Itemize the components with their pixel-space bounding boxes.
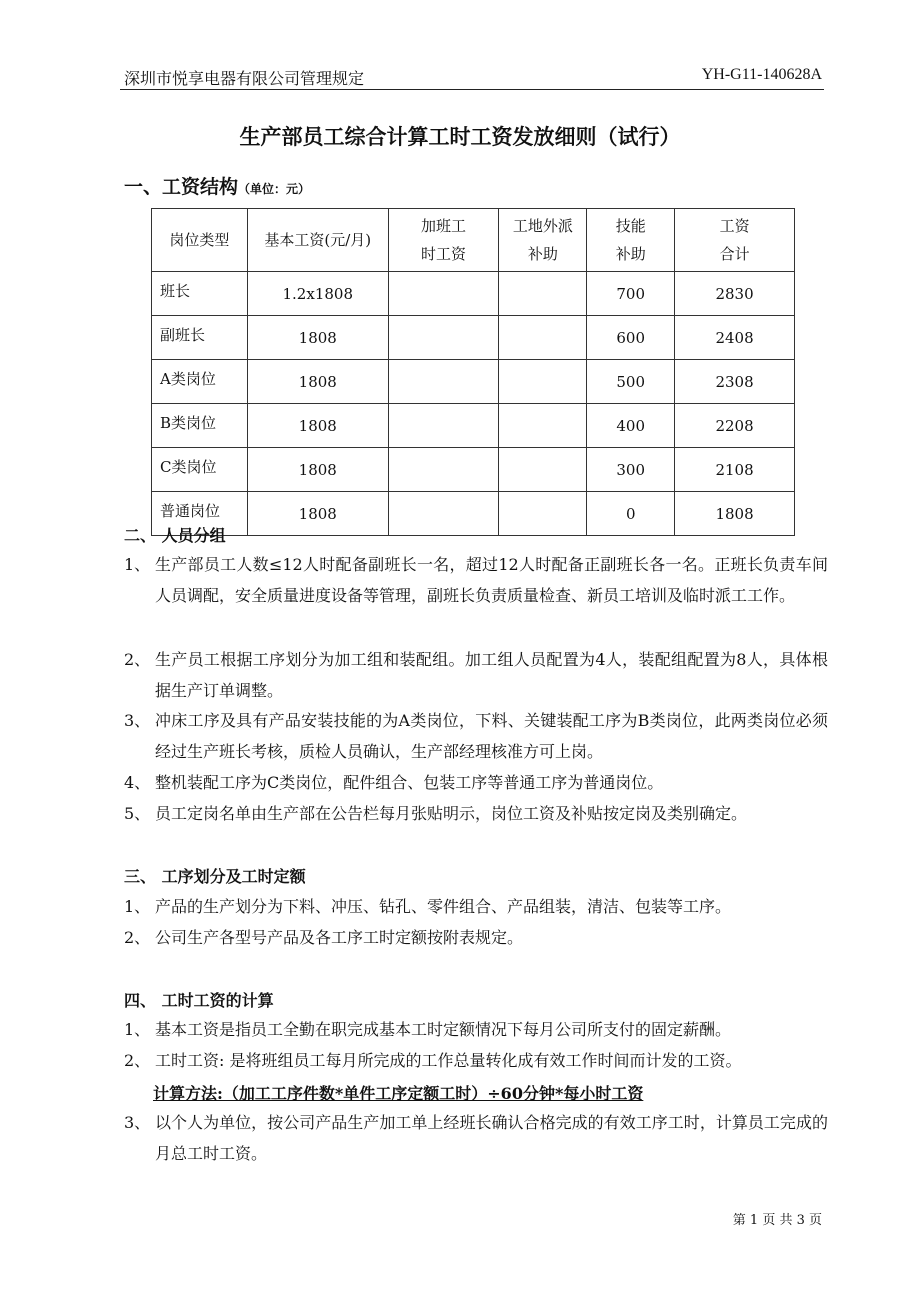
item-number: 4、 xyxy=(124,773,151,792)
header-total xyxy=(675,209,795,272)
section-1-title: 一、工资结构 xyxy=(124,176,239,198)
table-row xyxy=(152,448,795,492)
list-item xyxy=(124,644,828,706)
header-overtime-line1: 加班工 xyxy=(421,217,467,235)
cell-total: 2408 xyxy=(675,316,795,360)
item-text: 公司生产各型号产品及各工序工时定额按附表规定。 xyxy=(155,928,524,947)
cell-site xyxy=(499,448,587,492)
header-doc-code: YH-G11-140628A xyxy=(701,66,822,83)
section-4-heading: 四、 工时工资的计算 xyxy=(124,991,274,1010)
list-item xyxy=(124,549,828,611)
cell-site xyxy=(499,360,587,404)
cell-site xyxy=(499,272,587,316)
header-skill-allowance xyxy=(587,209,675,272)
cell-site xyxy=(499,404,587,448)
cell-post: 副班长 xyxy=(152,316,248,360)
item-text: 员工定岗名单由生产部在公告栏每月张贴明示，岗位工资及补贴按定岗及类别确定。 xyxy=(155,804,748,823)
list-item xyxy=(124,1045,828,1076)
header-company: 深圳市悦享电器有限公司管理规定 xyxy=(124,69,365,88)
item-number: 1、 xyxy=(124,897,151,916)
section-2-heading: 二、 人员分组 xyxy=(124,526,226,545)
list-item xyxy=(124,1107,828,1169)
cell-total: 2208 xyxy=(675,404,795,448)
cell-total: 1808 xyxy=(675,492,795,536)
document-title: 生产部员工综合计算工时工资发放细则（试行） xyxy=(239,124,681,149)
list-item xyxy=(124,891,828,922)
cell-base: 1808 xyxy=(247,492,388,536)
item-text: 产品的生产划分为下料、冲压、钻孔、零件组合、产品组装，清洁、包装等工序。 xyxy=(155,897,732,916)
list-item xyxy=(124,922,828,953)
table-row xyxy=(152,492,795,536)
cell-base: 1.2x1808 xyxy=(247,272,388,316)
cell-skill: 600 xyxy=(587,316,675,360)
cell-overtime xyxy=(388,492,499,536)
cell-post: B类岗位 xyxy=(152,404,248,448)
header-site-line1: 工地外派 xyxy=(512,217,573,235)
cell-overtime xyxy=(388,360,499,404)
table-row xyxy=(152,272,795,316)
cell-skill: 700 xyxy=(587,272,675,316)
header-skill-line2: 补助 xyxy=(615,245,646,263)
item-text: 冲床工序及具有产品安装技能的为A类岗位，下料、关键装配工序为B类岗位，此两类岗位必须经过生产班长考核，质检人员确认，生产部经理核准方可上岗。 xyxy=(155,711,828,761)
wage-structure-table xyxy=(151,208,795,536)
calculation-formula: 计算方法:（加工工序件数*单件工序定额工时）÷60分钟*每小时工资 xyxy=(153,1084,644,1103)
cell-base: 1808 xyxy=(247,360,388,404)
cell-overtime xyxy=(388,316,499,360)
table-row xyxy=(152,404,795,448)
cell-skill: 0 xyxy=(587,492,675,536)
cell-skill: 500 xyxy=(587,360,675,404)
page-number: 第 1 页 共 3 页 xyxy=(732,1213,822,1228)
cell-post: C类岗位 xyxy=(152,448,248,492)
header-site-allowance xyxy=(499,209,587,272)
cell-base: 1808 xyxy=(247,404,388,448)
section-1-unit: （单位：元） xyxy=(238,182,311,196)
item-text: 生产部员工人数≤12人时配备副班长一名，超过12人时配备正副班长各一名。正班长负责车间人员调配，安全质量进度设备等管理，副班长负责质量检查、新员工培训及临时派工工作。 xyxy=(155,555,828,605)
cell-overtime xyxy=(388,404,499,448)
item-text: 生产员工根据工序划分为加工组和装配组。加工组人员配置为4人，装配组配置为8人，具体根据生产订单调整。 xyxy=(155,650,828,700)
cell-skill: 400 xyxy=(587,404,675,448)
table-row xyxy=(152,360,795,404)
cell-total: 2108 xyxy=(675,448,795,492)
cell-site xyxy=(499,316,587,360)
cell-total: 2830 xyxy=(675,272,795,316)
table-header-row xyxy=(152,209,795,272)
item-text: 工时工资: 是将班组员工每月所完成的工作总量转化成有效工作时间而计发的工资。 xyxy=(155,1051,742,1070)
header-total-line2: 合计 xyxy=(719,245,750,263)
item-text: 以个人为单位，按公司产品生产加工单上经班长确认合格完成的有效工序工时，计算员工完成的月总工时工资。 xyxy=(155,1113,828,1163)
header-base-wage: 基本工资(元/月) xyxy=(247,209,388,272)
item-number: 5、 xyxy=(124,804,151,823)
header-skill-line1: 技能 xyxy=(615,217,646,235)
item-text: 基本工资是指员工全勤在职完成基本工时定额情况下每月公司所支付的固定薪酬。 xyxy=(155,1020,732,1039)
header-post-type: 岗位类型 xyxy=(152,209,248,272)
header-overtime-wage xyxy=(388,209,499,272)
list-item xyxy=(124,705,828,767)
item-number: 2、 xyxy=(124,1051,151,1070)
cell-base: 1808 xyxy=(247,448,388,492)
cell-post: 普通岗位 xyxy=(152,492,248,536)
header-site-line2: 补助 xyxy=(527,245,558,263)
header-total-line1: 工资 xyxy=(719,217,750,235)
item-number: 2、 xyxy=(124,650,151,669)
header-overtime-line2: 时工资 xyxy=(421,245,467,263)
section-3-heading: 三、 工序划分及工时定额 xyxy=(124,867,306,886)
cell-skill: 300 xyxy=(587,448,675,492)
header-divider xyxy=(120,89,824,90)
list-item xyxy=(124,1014,828,1045)
item-number: 2、 xyxy=(124,928,151,947)
section-1-heading xyxy=(124,172,310,199)
cell-overtime xyxy=(388,448,499,492)
item-text: 整机装配工序为C类岗位，配件组合、包装工序等普通工序为普通岗位。 xyxy=(155,773,664,792)
item-number: 1、 xyxy=(124,1020,151,1039)
list-item xyxy=(124,798,828,829)
cell-overtime xyxy=(388,272,499,316)
cell-post: 班长 xyxy=(152,272,248,316)
list-item xyxy=(124,767,828,798)
cell-total: 2308 xyxy=(675,360,795,404)
cell-post: A类岗位 xyxy=(152,360,248,404)
item-number: 3、 xyxy=(124,711,151,730)
item-number: 1、 xyxy=(124,555,151,574)
cell-site xyxy=(499,492,587,536)
item-number: 3、 xyxy=(124,1113,151,1132)
cell-base: 1808 xyxy=(247,316,388,360)
table-row xyxy=(152,316,795,360)
